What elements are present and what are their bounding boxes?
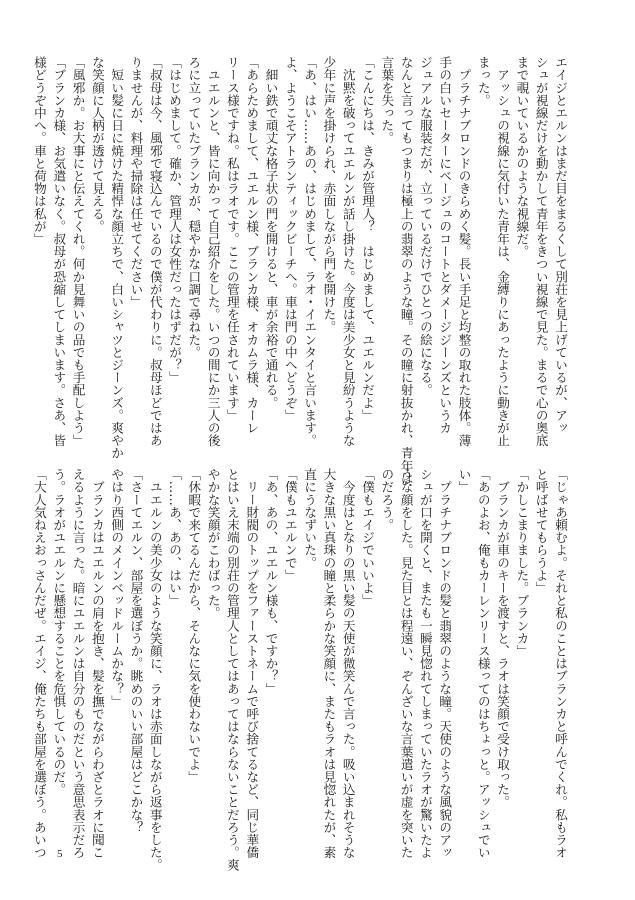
bottom-text-line: プラチナブロンドの髪と翡翠のような瞳。天使のような風貌のアッ	[437, 468, 453, 859]
bottom-text-line: 大きな黒い真珠の瞳と柔らかな笑顔に、またもラオは見惚れたが、素	[321, 468, 337, 859]
bottom-text-line: のだろう。	[379, 468, 395, 531]
top-text-line: 「あ、はい……あの、はじめまして、ラオ・イエンタイと言います。	[302, 56, 318, 447]
bottom-text-line: シュが口を開くと、またも一瞬見惚れてしまっていたラオが驚いたよ	[417, 468, 433, 859]
bottom-text-line: う。ラオがユエルンに懸想することを危惧しているのだ。	[51, 468, 67, 796]
bottom-text-line: ユエルンの美少女のような笑顔に、ラオは赤面しながら返事をした。	[147, 468, 163, 872]
top-text-line: まで覗いているかのような視線だ。	[514, 56, 530, 258]
top-text-line: ユエルンと、皆に向かって自己紹介をした。いつの間にか三人の後	[205, 56, 221, 447]
bottom-text-line: ブランカが車のキーを渡すと、ラオは笑顔で受け取った。	[495, 468, 511, 809]
top-text-line: 「ブランカ様、お気遣いなく。叔母が恐縮してしまいます。さあ、皆	[51, 56, 67, 447]
top-text-line: 細い鉄で頑丈な格子状の門を開けると、車が余裕で通れる。	[263, 56, 279, 409]
bottom-text-line: やはり西側のメインベッドルームかな？」	[109, 468, 125, 708]
bottom-text-line: うな顔をした。見た目とは程遠い、ぞんざいな言葉遣いが虚を突いた	[398, 468, 414, 859]
bottom-text-line: 「かしこまりました。ブランカ」	[514, 468, 530, 657]
bottom-text-line: 「あ、あの、ユエルン様も、ですか？」	[263, 468, 279, 695]
top-text-line: シュが視線だけを動かして青年をきつい視線で見た。まるで心の奥底	[533, 56, 549, 447]
top-text-line: 様どうぞ中へ。車と荷物は私が」	[31, 56, 47, 245]
top-text-line: まった。	[475, 56, 491, 107]
top-text-line: 「こんにちは、きみが管理人？ はじめまして、ユエルンだよ」	[360, 56, 376, 422]
bottom-text-line: 直にうなずいた。	[302, 468, 318, 569]
top-text-line: 「はじめまして。確か、管理人は女性だったはずだが？」	[167, 56, 183, 384]
bottom-text-line: 「じゃあ頼むよ。それと私のことはブランカと呼んでくれ。私もラオ	[553, 468, 568, 859]
bottom-text-line: と呼ばせてもらうよ」	[533, 468, 549, 594]
top-text-line: りませんが、料理や掃除は任せてください」	[128, 56, 144, 308]
bottom-text-line: とはいえ末端の別荘の管理人としてはあってはならないことだろう。爽	[224, 468, 240, 872]
top-text-line: 手の白いセーターにベージュのコートとダメージジーンズというカ	[437, 56, 453, 434]
top-text-block	[31, 56, 570, 485]
top-text-line: 短い髪に日に焼けた精悍な顔立ちで、白いシャツとジーンズ。爽やか	[109, 56, 125, 460]
top-text-line: アッシュの視線に気付いた青年は、金縛りにあったように動きが止	[495, 56, 511, 447]
top-text-line: リース様ですね。私はラオです。ここの管理を任されています」	[224, 56, 240, 422]
bottom-text-line: 「僕もエイジでいいよ」	[360, 468, 376, 607]
top-text-line: ジュアルな服装だが、立っているだけでひとつの絵になる。	[417, 56, 433, 397]
bottom-text-line: ブランカはユエルンの肩を抱き、髪を撫でながらわざとラオに聞こ	[89, 468, 105, 859]
bottom-text-line: やかな笑顔がこわばった。	[205, 468, 221, 620]
top-text-line: ろに立っていたブランカが、穏やかな口調で尋ねた。	[186, 56, 202, 359]
bottom-text-line: えるように言った。暗にユエルンは自分のものだという意思表示だろ	[70, 468, 86, 859]
top-text-line: エイジとエルンはまだ目をまるくして別荘を見上げているが、アッ	[553, 56, 568, 434]
bottom-text-line: 「さーてエルン、部屋を選ぼうか。眺めのいい部屋はどこかな？	[128, 468, 144, 834]
page-number: 5	[57, 848, 63, 860]
bottom-text-line: 「大人気ねえおっさんだぜ。エイジ、俺たちも部屋を選ぼう。あいつ	[31, 468, 47, 859]
top-text-line: 「あらためまして、ユエルン様、ブランカ様、オカムラ様、カーレ	[244, 56, 260, 434]
top-text-line: プラチナブロンドのきらめく髪。長い手足と均整の取れた肢体。薄	[456, 56, 472, 447]
top-text-line: 沈黙を破ってユエルンが話し掛けた。今度は美少女と見紛うような	[340, 56, 356, 447]
bottom-text-line: い」	[456, 468, 472, 494]
bottom-text-block	[31, 468, 570, 872]
bottom-text-line: 「あのよお、俺もカーレンリース様ってのはちょっと。アッシュでい	[475, 468, 491, 859]
top-text-line: よ、ようこそアトランティックビーチへ。車は門の中へどうぞ」	[282, 56, 298, 422]
bottom-text-line: 「……あ、あの、はい」	[167, 468, 183, 607]
bottom-text-line: 「僕もユエルンで」	[282, 468, 298, 582]
top-text-line: 「叔母は今、風邪で寝込んでいるので僕が代わりに。叔母ほどではあ	[147, 56, 163, 447]
top-text-line: 言葉を失った。	[379, 56, 395, 145]
top-text-line: な笑顔に人柄が透けて見える。	[89, 56, 105, 233]
top-text-line: 少年に声を掛けられ、赤面しながら門を開けた。	[321, 56, 337, 334]
top-text-line: なんと言ってもつまりは極上の翡翠のような瞳。その瞳に射抜かれ、青年は	[398, 56, 414, 485]
top-text-line: 「風邪か。お大事にと伝えてくれ。何か見舞いの品でも手配しよう」	[70, 56, 86, 447]
bottom-text-line: 今度はとなりの黒い髪の天使が微笑んで言った。吸い込まれそうな	[340, 468, 356, 859]
bottom-text-line: リー財閥のトップをファーストネームで呼び捨てるなど、同じ華僑	[244, 468, 260, 859]
bottom-text-line: 「休暇で来てるんだから、そんなに気を使わないでよ」	[186, 468, 202, 783]
